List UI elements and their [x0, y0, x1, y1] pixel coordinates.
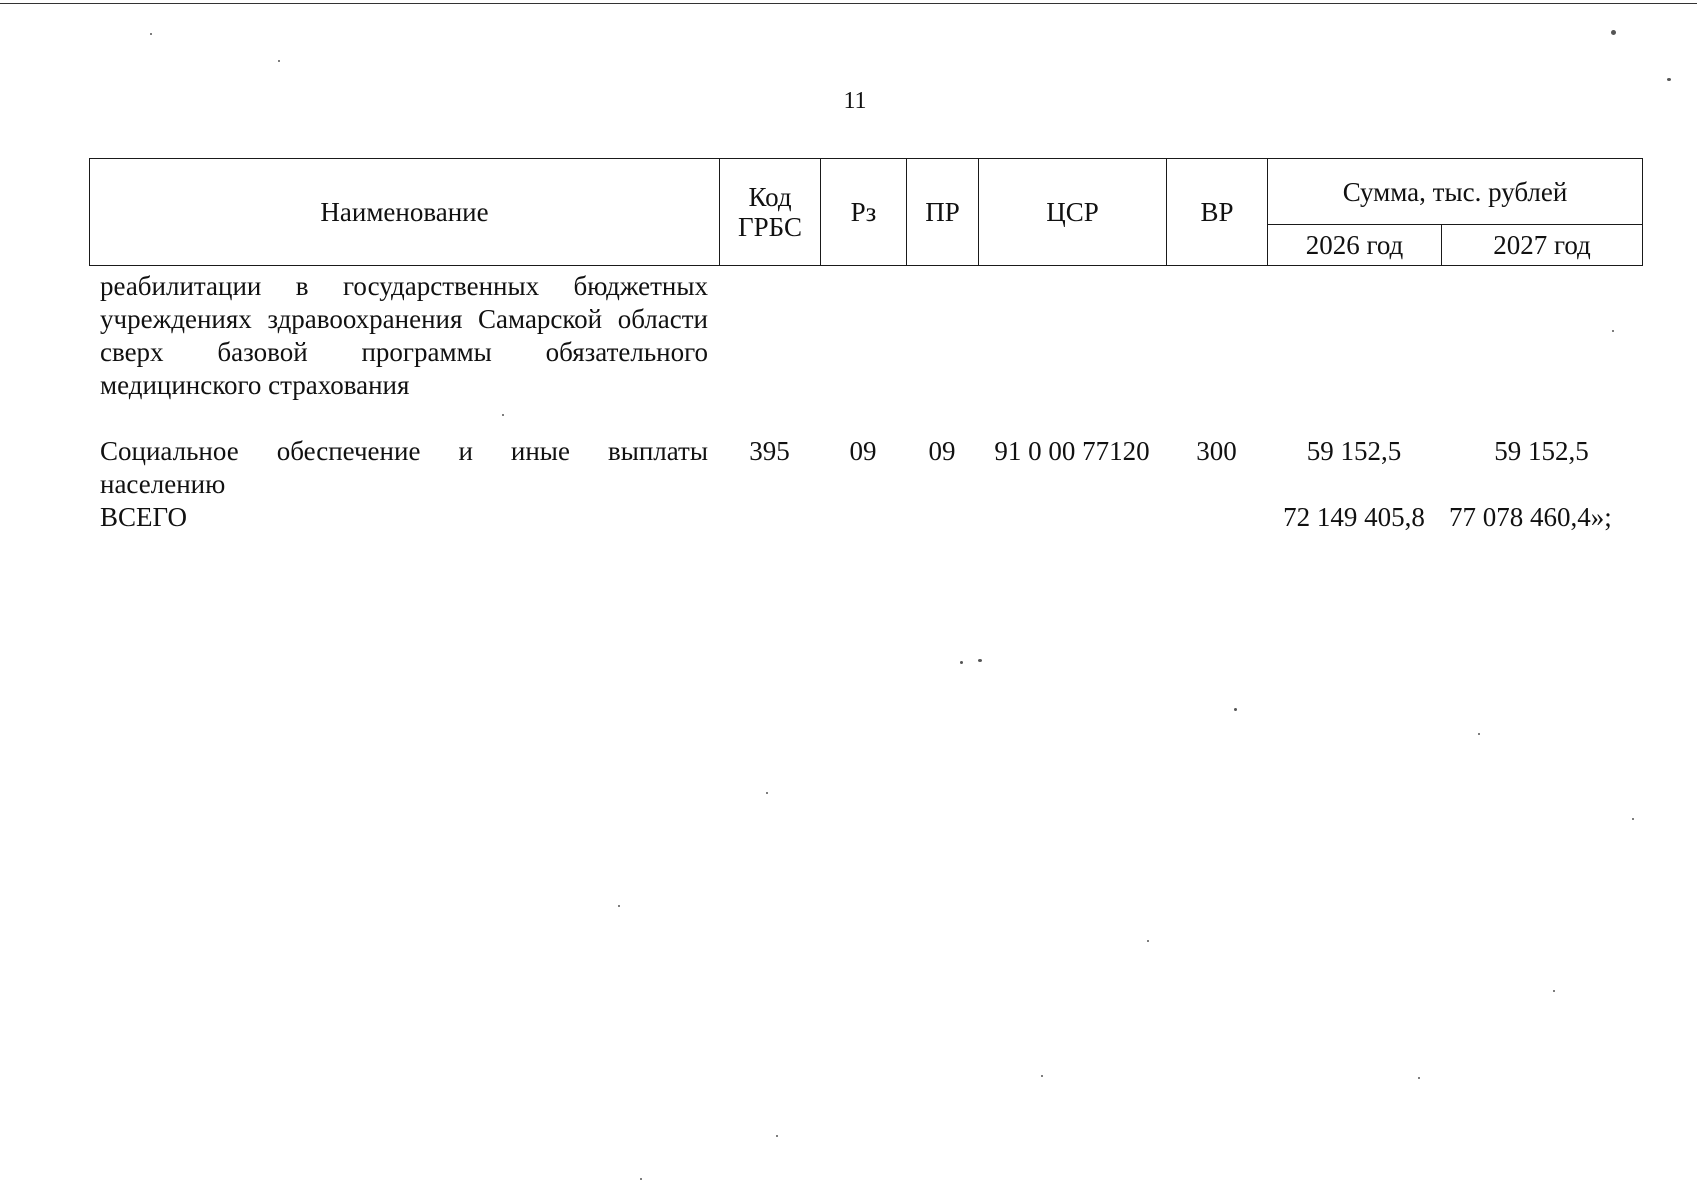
row-sum-2026: 59 152,5: [1306, 436, 1402, 466]
header-pr: ПР: [907, 159, 979, 266]
top-rule: [0, 3, 1697, 4]
total-sum-2026: 72 149 405,8: [1283, 502, 1425, 532]
row-kod-grbs: 395: [749, 436, 790, 466]
header-kod-grbs: Код ГРБС: [720, 159, 821, 266]
row-vr: 300: [1196, 436, 1237, 466]
total-label: ВСЕГО: [100, 502, 187, 532]
header-year-2027: 2027 год: [1442, 225, 1643, 266]
row-name: Социальное обеспечение и иные выплаты населению: [100, 436, 708, 499]
header-vr: ВР: [1167, 159, 1268, 266]
total-sum-2027: 77 078 460,4»;: [1449, 502, 1612, 532]
table-header: [89, 158, 1643, 266]
header-rz: Рз: [821, 159, 907, 266]
continued-description: реабилитации в государственных бюджетных учреждениях здравоохранения Самарской области сверх базовой программы обязательного медицинского страхования: [100, 271, 708, 400]
page-number: 11: [843, 88, 867, 114]
header-year-2026: 2026 год: [1268, 225, 1442, 266]
row-pr: 09: [928, 436, 956, 466]
header-csr: ЦСР: [979, 159, 1167, 266]
row-rz: 09: [849, 436, 877, 466]
header-summa: Сумма, тыс. рублей: [1268, 159, 1643, 225]
row-sum-2027: 59 152,5: [1494, 436, 1589, 466]
header-name: Наименование: [90, 159, 720, 266]
row-csr: 91 0 00 77120: [994, 436, 1150, 466]
